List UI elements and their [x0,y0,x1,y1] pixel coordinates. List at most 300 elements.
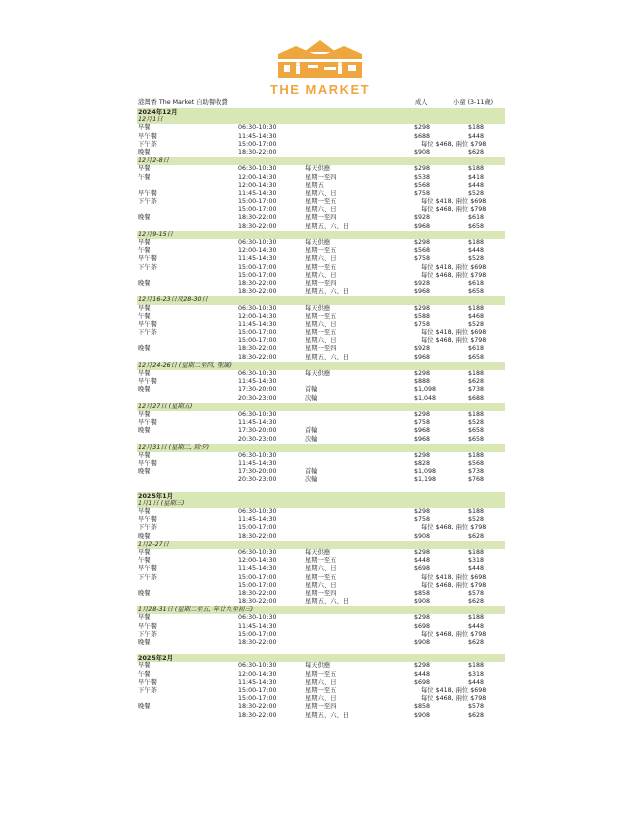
time-cell: 15:00-17:00 [238,329,277,337]
adult-price-cell: $568 [414,247,431,255]
year-heading: 2025年1月 [137,492,505,500]
section-gap [137,647,505,654]
adult-price-cell: $698 [414,678,431,686]
time-cell: 11:45-14:30 [238,189,277,197]
time-cell: 18:30-22:00 [238,288,277,296]
time-cell: 11:45-14:30 [238,378,277,386]
period-heading: 12月1日 [137,116,505,124]
meal-cell: 早餐 [138,410,151,418]
table-row [137,313,505,321]
adult-price-cell: $758 [414,320,431,328]
market-stall-icon [272,40,368,80]
child-price-cell: $448 [468,565,485,573]
adult-price-cell: $968 [414,435,431,443]
meal-cell: 下午茶 [138,686,157,694]
adult-price-cell: $698 [414,622,431,630]
child-price-cell: $658 [468,435,485,443]
day-cell: 星期一至五 [305,263,337,271]
meal-cell: 下午茶 [138,198,157,206]
table-row [137,386,505,394]
tea-price-cell: 每位 $468, 兩位 $798 [421,206,487,214]
time-cell: 15:00-17:00 [238,581,277,589]
meal-cell: 早午餐 [138,255,157,263]
day-cell: 次輪 [305,394,318,402]
adult-price-cell: $298 [414,165,431,173]
time-cell: 15:00-17:00 [238,573,277,581]
time-cell: 06:30-10:30 [238,451,277,459]
time-cell: 17:30-20:00 [238,468,277,476]
tea-price-cell: 每位 $468, 兩位 $798 [421,581,487,589]
child-price-cell: $688 [468,394,485,402]
table-row [137,508,505,516]
child-price-cell: $568 [468,460,485,468]
table-row [137,141,505,149]
day-cell: 星期五、六、日 [305,222,350,230]
child-price-cell: $188 [468,410,485,418]
meal-cell: 晚餐 [138,532,151,540]
time-cell: 15:00-17:00 [238,271,277,279]
adult-price-cell: $968 [414,427,431,435]
table-row [137,703,505,711]
adult-price-cell: $298 [414,614,431,622]
day-cell: 星期五、六、日 [305,353,350,361]
time-cell: 06:30-10:30 [238,410,277,418]
period-heading: 1月28-31日 (星期二至五, 年廿九至初三) [137,606,505,614]
tea-price-cell: 每位 $418, 兩位 $698 [421,263,487,271]
table-body [137,108,505,720]
adult-price-cell: $538 [414,173,431,181]
table-row [137,679,505,687]
adult-price-cell: $758 [414,255,431,263]
time-cell: 06:30-10:30 [238,614,277,622]
meal-cell: 午餐 [138,247,151,255]
day-cell: 星期六、日 [305,678,337,686]
day-cell: 星期一至五 [305,329,337,337]
year-heading: 2024年12月 [137,108,505,116]
table-row [137,671,505,679]
brand-name: THE MARKET [269,82,371,97]
tea-price-cell: 每位 $468, 兩位 $798 [421,140,487,148]
child-price-cell: $468 [468,312,485,320]
day-cell: 次輪 [305,435,318,443]
day-cell: 星期一至四 [305,214,337,222]
adult-price-cell: $908 [414,148,431,156]
time-cell: 18:30-22:00 [238,222,277,230]
table-row [137,565,505,573]
meal-cell: 晚餐 [138,386,151,394]
meal-cell: 早餐 [138,614,151,622]
table-row [137,264,505,272]
time-cell: 12:00-14:30 [238,670,277,678]
day-cell: 星期一至四 [305,279,337,287]
table-row [137,165,505,173]
adult-price-cell: $908 [414,639,431,646]
time-cell: 12:00-14:30 [238,181,277,189]
adult-price-cell: $298 [414,508,431,515]
meal-cell: 早午餐 [138,565,157,573]
time-cell: 11:45-14:30 [238,678,277,686]
day-cell: 星期五、六、日 [305,598,350,606]
time-cell: 06:30-10:30 [238,165,277,173]
adult-price-cell: $928 [414,345,431,353]
time-cell: 11:45-14:30 [238,320,277,328]
table-row [137,687,505,695]
time-cell: 15:00-17:00 [238,198,277,206]
price-table [137,99,505,720]
table-row [137,239,505,247]
day-cell: 星期五、六、日 [305,711,350,719]
day-cell: 每天供應 [305,304,331,312]
table-row [137,378,505,386]
time-cell: 20:30-23:00 [238,394,277,402]
child-price-cell: $578 [468,589,485,597]
time-cell: 11:45-14:30 [238,255,277,263]
day-cell: 星期一至四 [305,173,337,181]
time-cell: 15:00-17:00 [238,695,277,703]
table-row [137,411,505,419]
table-row [137,452,505,460]
table-row [137,468,505,476]
child-price-cell: $528 [468,320,485,328]
table-header [137,99,505,108]
child-price-cell: $738 [468,386,485,394]
meal-cell: 下午茶 [138,630,157,638]
adult-price-cell: $758 [414,516,431,524]
adult-price-cell: $888 [414,378,431,386]
day-cell: 星期一至五 [305,557,337,565]
child-price-cell: $448 [468,132,485,140]
day-cell: 每天供應 [305,662,331,670]
meal-cell: 晚餐 [138,589,151,597]
meal-cell: 早午餐 [138,419,157,427]
time-cell: 06:30-10:30 [238,239,277,246]
day-cell: 星期六、日 [305,337,337,345]
tea-price-cell: 每位 $468, 兩位 $798 [421,630,487,638]
time-cell: 12:00-14:30 [238,312,277,320]
meal-cell: 早午餐 [138,516,157,524]
table-row [137,223,505,231]
child-price-cell: $528 [468,255,485,263]
meal-cell: 午餐 [138,670,151,678]
table-row [137,280,505,288]
table-row [137,149,505,157]
meal-cell: 下午茶 [138,329,157,337]
meal-cell: 早午餐 [138,189,157,197]
time-cell: 11:45-14:30 [238,622,277,630]
adult-price-cell: $828 [414,460,431,468]
time-cell: 15:00-17:00 [238,524,277,532]
table-row [137,182,505,190]
day-cell: 首輪 [305,386,318,394]
time-cell: 06:30-10:30 [238,370,277,377]
table-row [137,305,505,313]
time-cell: 06:30-10:30 [238,304,277,312]
child-price-cell: $658 [468,427,485,435]
day-cell: 次輪 [305,476,318,484]
child-price-cell: $528 [468,419,485,427]
child-price-cell: $448 [468,622,485,630]
table-row [137,190,505,198]
time-cell: 12:00-14:30 [238,173,277,181]
time-cell: 15:00-17:00 [238,140,277,148]
child-price-cell: $618 [468,214,485,222]
day-cell: 星期一至五 [305,686,337,694]
meal-cell: 早午餐 [138,622,157,630]
time-cell: 12:00-14:30 [238,557,277,565]
meal-cell: 早餐 [138,239,151,246]
child-price-cell: $448 [468,678,485,686]
table-row [137,124,505,132]
meal-cell: 晚餐 [138,427,151,435]
table-row [137,614,505,622]
adult-price-cell: $908 [414,598,431,606]
table-row [137,590,505,598]
adult-price-cell: $688 [414,132,431,140]
adult-price-cell: $968 [414,288,431,296]
table-row [137,272,505,280]
child-price-cell: $618 [468,279,485,287]
adult-price-cell: $298 [414,662,431,670]
tea-price-cell: 每位 $468, 兩位 $798 [421,271,487,279]
year-heading: 2025年2月 [137,654,505,662]
day-cell: 星期六、日 [305,255,337,263]
child-price-cell: $188 [468,548,485,556]
child-price-cell: $188 [468,614,485,622]
day-cell: 星期五、六、日 [305,288,350,296]
table-row [137,460,505,468]
day-cell: 星期一至四 [305,345,337,353]
child-price-cell: $188 [468,451,485,459]
section-gap [137,485,505,492]
table-row [137,370,505,378]
child-price-cell: $628 [468,378,485,386]
child-price-cell: $448 [468,181,485,189]
table-row [137,345,505,353]
meal-cell: 晚餐 [138,703,151,711]
adult-price-cell: $298 [414,451,431,459]
child-price-cell: $318 [468,557,485,565]
tea-price-cell: 每位 $418, 兩位 $698 [421,198,487,206]
meal-cell: 早餐 [138,662,151,670]
day-cell: 每天供應 [305,165,331,173]
table-row [137,321,505,329]
day-cell: 每天供應 [305,548,331,556]
table-row [137,533,505,541]
table-row [137,354,505,362]
tea-price-cell: 每位 $418, 兩位 $698 [421,573,487,581]
meal-cell: 晚餐 [138,279,151,287]
child-price-cell: $628 [468,148,485,156]
child-price-cell: $628 [468,532,485,540]
time-cell: 06:30-10:30 [238,124,277,132]
child-price-cell: $738 [468,468,485,476]
table-row [137,598,505,606]
meal-cell: 早餐 [138,304,151,312]
tea-price-cell: 每位 $418, 兩位 $698 [421,686,487,694]
time-cell: 18:30-22:00 [238,598,277,606]
period-heading: 1月1日 (星期三) [137,500,505,508]
adult-price-cell: $298 [414,239,431,246]
meal-cell: 下午茶 [138,573,157,581]
table-row [137,524,505,532]
time-cell: 11:45-14:30 [238,460,277,468]
adult-price-cell: $1,198 [414,476,437,484]
child-price-cell: $188 [468,508,485,515]
table-row [137,255,505,263]
adult-price-cell: $298 [414,548,431,556]
adult-column-header: 成人 [415,99,428,106]
child-price-cell: $188 [468,662,485,670]
child-price-cell: $188 [468,304,485,312]
time-cell: 18:30-22:00 [238,589,277,597]
table-title: 港灣香 The Market 自助餐收費 [138,99,228,106]
time-cell: 06:30-10:30 [238,508,277,515]
adult-price-cell: $968 [414,353,431,361]
day-cell: 星期一至四 [305,703,337,711]
child-price-cell: $188 [468,165,485,173]
adult-price-cell: $448 [414,670,431,678]
child-price-cell: $448 [468,247,485,255]
table-row [137,133,505,141]
time-cell: 15:00-17:00 [238,263,277,271]
time-cell: 15:00-17:00 [238,630,277,638]
meal-cell: 早餐 [138,165,151,173]
table-row [137,214,505,222]
table-row [137,623,505,631]
table-row [137,574,505,582]
day-cell: 首輪 [305,427,318,435]
day-cell: 星期六、日 [305,206,337,214]
child-price-cell: $658 [468,222,485,230]
period-heading: 12月9-15日 [137,231,505,239]
meal-cell: 午餐 [138,173,151,181]
adult-price-cell: $1,098 [414,468,437,476]
table-row [137,582,505,590]
child-price-cell: $188 [468,239,485,246]
time-cell: 18:30-22:00 [238,639,277,646]
adult-price-cell: $1,048 [414,394,437,402]
meal-cell: 下午茶 [138,524,157,532]
meal-cell: 午餐 [138,312,151,320]
period-heading: 12月27日 (星期五) [137,403,505,411]
table-row [137,549,505,557]
child-price-cell: $528 [468,189,485,197]
day-cell: 星期一至五 [305,312,337,320]
day-cell: 每天供應 [305,370,331,377]
child-price-cell: $768 [468,476,485,484]
child-column-header: 小童 (3-11歲) [453,99,494,106]
child-price-cell: $528 [468,516,485,524]
meal-cell: 下午茶 [138,263,157,271]
day-cell: 星期六、日 [305,271,337,279]
time-cell: 15:00-17:00 [238,686,277,694]
adult-price-cell: $908 [414,711,431,719]
logo [0,40,640,97]
time-cell: 11:45-14:30 [238,132,277,140]
tea-price-cell: 每位 $468, 兩位 $798 [421,337,487,345]
meal-cell: 早餐 [138,370,151,377]
adult-price-cell: $928 [414,214,431,222]
period-heading: 12月24-26日 (星期二至四, 聖誕) [137,362,505,370]
table-row [137,712,505,720]
child-price-cell: $658 [468,353,485,361]
table-row [137,419,505,427]
meal-cell: 下午茶 [138,140,157,148]
day-cell: 星期一至五 [305,198,337,206]
time-cell: 18:30-22:00 [238,148,277,156]
day-cell: 星期一至四 [305,589,337,597]
table-row [137,395,505,403]
table-row [137,631,505,639]
table-row [137,476,505,484]
adult-price-cell: $698 [414,565,431,573]
time-cell: 06:30-10:30 [238,548,277,556]
time-cell: 18:30-22:00 [238,711,277,719]
meal-cell: 早午餐 [138,132,157,140]
meal-cell: 早餐 [138,124,151,132]
child-price-cell: $188 [468,370,485,377]
meal-cell: 早餐 [138,508,151,515]
adult-price-cell: $758 [414,189,431,197]
adult-price-cell: $588 [414,312,431,320]
time-cell: 11:45-14:30 [238,565,277,573]
table-row [137,639,505,647]
adult-price-cell: $568 [414,181,431,189]
period-heading: 12月16-23日及28-30日 [137,296,505,304]
day-cell: 星期六、日 [305,189,337,197]
meal-cell: 早午餐 [138,378,157,386]
time-cell: 20:30-23:00 [238,435,277,443]
meal-cell: 晚餐 [138,468,151,476]
meal-cell: 午餐 [138,557,151,565]
meal-cell: 晚餐 [138,214,151,222]
time-cell: 17:30-20:00 [238,386,277,394]
time-cell: 18:30-22:00 [238,532,277,540]
time-cell: 18:30-22:00 [238,703,277,711]
time-cell: 15:00-17:00 [238,337,277,345]
period-heading: 12月2-8日 [137,157,505,165]
adult-price-cell: $448 [414,557,431,565]
child-price-cell: $628 [468,711,485,719]
meal-cell: 早午餐 [138,320,157,328]
time-cell: 17:30-20:00 [238,427,277,435]
child-price-cell: $188 [468,124,485,132]
meal-cell: 晚餐 [138,345,151,353]
time-cell: 11:45-14:30 [238,516,277,524]
meal-cell: 晚餐 [138,148,151,156]
adult-price-cell: $298 [414,410,431,418]
meal-cell: 早餐 [138,451,151,459]
adult-price-cell: $908 [414,532,431,540]
day-cell: 星期六、日 [305,695,337,703]
meal-cell: 早午餐 [138,678,157,686]
day-cell: 星期一至五 [305,670,337,678]
child-price-cell: $628 [468,598,485,606]
time-cell: 18:30-22:00 [238,353,277,361]
day-cell: 首輪 [305,468,318,476]
day-cell: 星期一至五 [305,573,337,581]
day-cell: 星期六、日 [305,320,337,328]
adult-price-cell: $858 [414,703,431,711]
adult-price-cell: $758 [414,419,431,427]
table-row [137,288,505,296]
adult-price-cell: $858 [414,589,431,597]
tea-price-cell: 每位 $468, 兩位 $798 [421,524,487,532]
time-cell: 20:30-23:00 [238,476,277,484]
adult-price-cell: $298 [414,370,431,377]
period-heading: 1月2-27日 [137,541,505,549]
child-price-cell: $418 [468,173,485,181]
